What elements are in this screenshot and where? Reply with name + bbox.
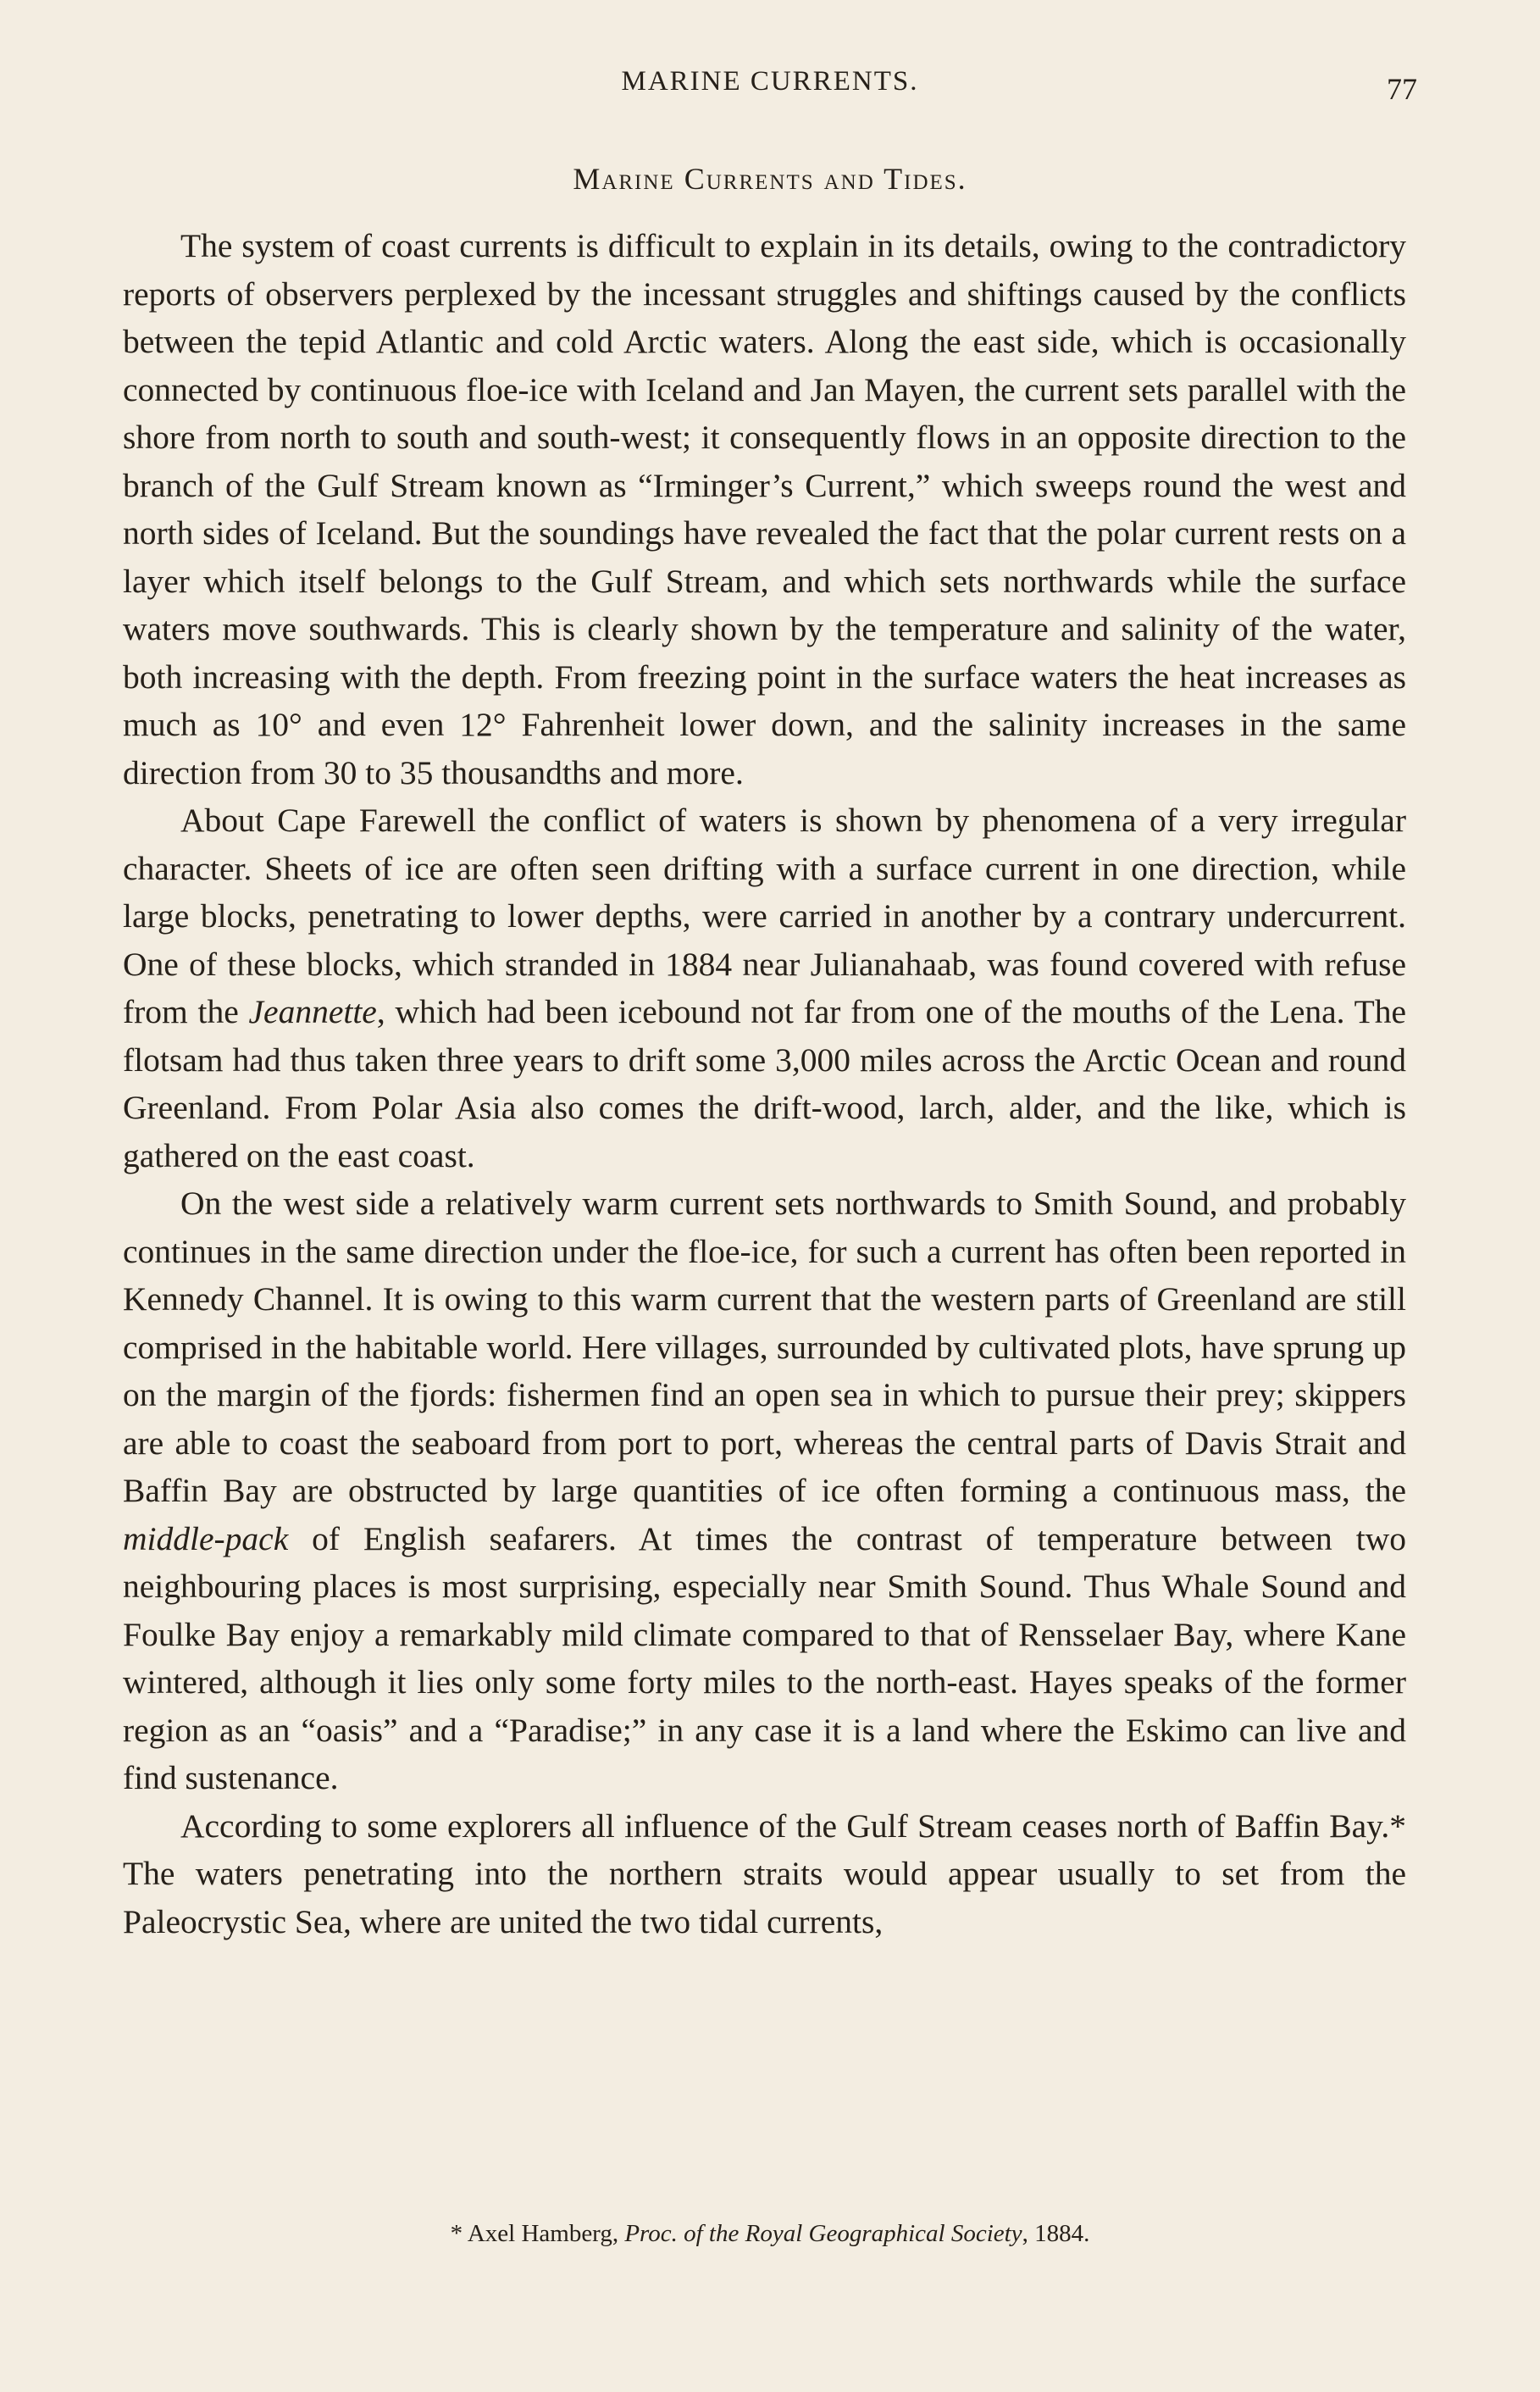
text-run: The system of coast currents is difficult to explain in its details, owing to the contradictory reports of observers perplexed by the incessant struggles and shiftings caused by the conflicts between the tepid Atlantic and cold Arctic waters. Along the east side, which is occasionally connected by continuous floe-ice with Iceland and Jan Mayen, the current sets parallel with the shore from north to south and south-west; it consequently flows in an opposite direction to the branch of the Gulf Stream known as “Irminger’s Current,” which sweeps round the west and north sides of Iceland. But the soundings have revealed the fact that the polar current rests on a layer which itself belongs to the Gulf Stream, and which sets northwards while the surface waters move southwards. This is clearly shown by the temperature and salinity of the water, both increasing with the depth. From freezing point in the surface waters the heat increases as much as 10° and even 12° Fahrenheit lower down, and the salinity increases in the same direction from 30 to 35 thousandths and more.: [123, 227, 1406, 791]
paragraph: [123, 796, 1406, 1179]
paragraph: [123, 1179, 1406, 1802]
paragraph: [123, 222, 1406, 796]
footnote-citation-italic: Proc. of the Royal Geographical Society: [624, 2220, 1022, 2247]
footnote: [123, 2220, 1417, 2248]
text-run: , which had been icebound not far from one of the mouths of the Lena. The flotsam had thus taken three years to drift some 3,000 miles across the Arctic Ocean and round Greenland. From Polar Asia also comes the drift-wood, larch, alder, and the like, which is gathered on the east coast.: [123, 993, 1406, 1174]
body-text: [123, 222, 1406, 1945]
running-title: MARINE CURRENTS.: [621, 66, 919, 97]
page-number: 77: [1387, 72, 1417, 106]
running-head: [123, 66, 1417, 117]
text-run: About Cape Farewell the conflict of waters is shown by phenomena of a very irregular character. Sheets of ice are often seen drifting with a surface current in one direction, while large blocks, penetrating to lower depths, were carried in another by a contrary undercurrent. One of these blocks, which stranded in 1884 near Julianahaab, was found covered with refuse from the: [123, 802, 1406, 1030]
footnote-text: , 1884.: [1022, 2220, 1090, 2247]
text-run: On the west side a relatively warm current sets northwards to Smith Sound, and probably continues in the same direction under the floe-ice, for such a current has often been reported in Kennedy Channel. It is owing to this warm current that the western parts of Greenland are still comprised in the habitable world. Here villages, surrounded by cultivated plots, have sprung up on the margin of the fjords: fishermen find an open sea in which to pursue their prey; skippers are able to coast the seaboard from port to port, whereas the central parts of Davis Strait and Baffin Bay are obstructed by large quantities of ice often forming a continuous mass, the: [123, 1185, 1406, 1509]
footnote-text: * Axel Hamberg,: [450, 2220, 625, 2247]
section-title: Marine Currents and Tides.: [573, 162, 967, 196]
term-italic: middle-pack: [123, 1519, 289, 1557]
paragraph: [123, 1802, 1406, 1946]
text-run: of English seafarers. At times the contrast of temperature between two neighbouring places is most surprising, especially near Smith Sound. Thus Whale Sound and Foulke Bay enjoy a remarkably mild climate compared to that of Rensselaer Bay, where Kane wintered, although it lies only some forty miles to the north-east. Hayes speaks of the former region as an “oasis” and a “Paradise;” in any case it is a land where the Eskimo can live and find sustenance.: [123, 1519, 1406, 1796]
ship-name-italic: Jeannette: [248, 993, 377, 1030]
text-run: According to some explorers all influence of the Gulf Stream ceases north of Baffin Bay.* The waters penetrating into the northern straits would appear usually to set from the Paleocrystic Sea, where are united the two tidal currents,: [123, 1806, 1406, 1940]
